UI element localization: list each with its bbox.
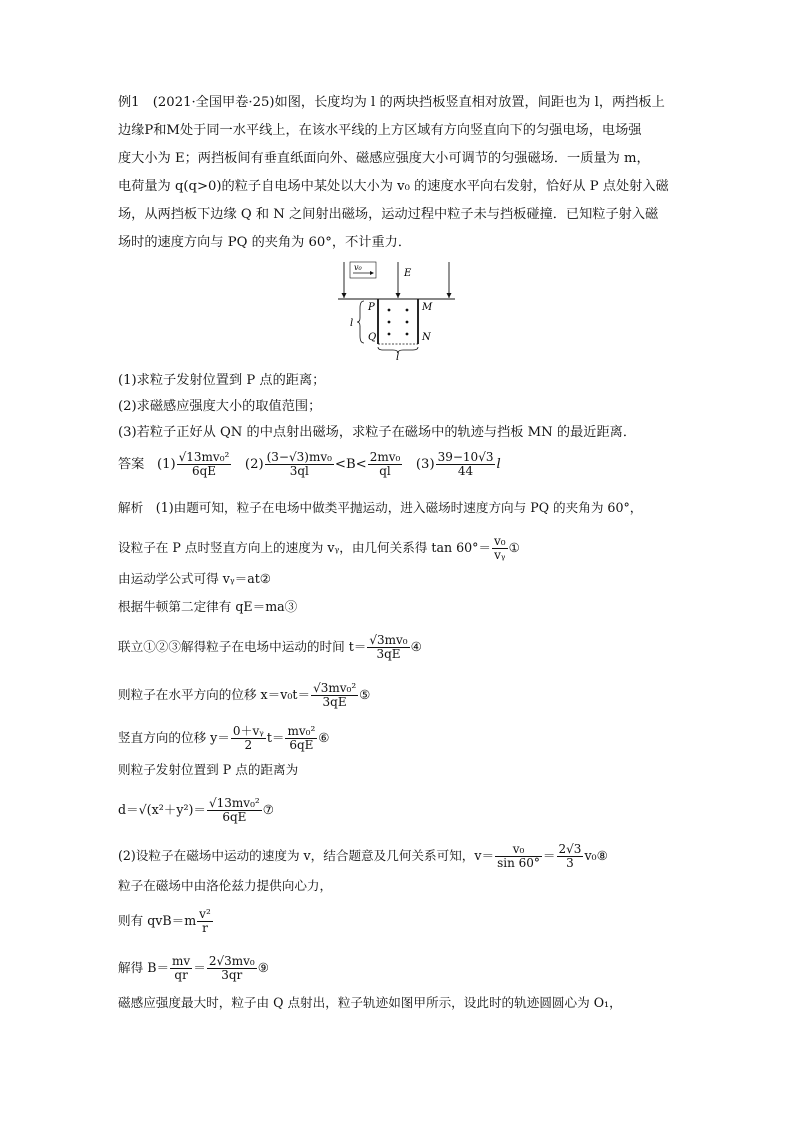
solution-fraction bbox=[207, 955, 257, 982]
equation-mark: ④ bbox=[410, 639, 422, 654]
answer-line bbox=[118, 451, 501, 478]
solution-text: 则有 qvB＝m bbox=[118, 913, 197, 928]
answer-3-fraction bbox=[436, 451, 496, 478]
solution-text: d＝√(x²＋y²)＝ bbox=[118, 802, 207, 817]
answer-3-numerator: 39−10√3 bbox=[437, 450, 494, 464]
fraction-numerator: v₀ bbox=[494, 534, 506, 548]
equation-mark: ⑤ bbox=[359, 687, 371, 702]
solution-text: t＝ bbox=[266, 730, 285, 745]
solution-text: ＝ bbox=[193, 960, 206, 975]
solution-fraction bbox=[495, 843, 542, 870]
solution-line bbox=[118, 908, 214, 935]
solution-text: 则粒子在水平方向的位移 x＝v₀t＝ bbox=[118, 687, 311, 702]
solution-line bbox=[118, 843, 608, 870]
solution-line bbox=[118, 725, 330, 752]
point-p-label: P bbox=[368, 302, 375, 313]
e-field-label: E bbox=[404, 268, 412, 279]
length-bottom-label: l bbox=[396, 352, 400, 360]
answer-2-right-denominator: ql bbox=[379, 464, 391, 478]
question-2: (2)求磁感应强度大小的取值范围； bbox=[118, 399, 322, 414]
solution-line: 根据牛顿第二定律有 qE＝ma③ bbox=[118, 599, 298, 614]
fraction-denominator: r bbox=[202, 921, 208, 935]
fraction-numerator: 2√3mv₀ bbox=[208, 954, 255, 968]
answer-3-prefix: (3) bbox=[415, 457, 435, 472]
fraction-denominator: 6qE bbox=[222, 810, 247, 824]
answer-label: 答案 bbox=[118, 457, 145, 472]
length-side-label: l bbox=[350, 318, 354, 329]
answer-2-left-numerator: (3−√3)mv₀ bbox=[266, 450, 332, 464]
fraction-denominator: sin 60° bbox=[497, 856, 540, 870]
solution-fraction bbox=[231, 725, 266, 752]
fraction-numerator: v² bbox=[199, 907, 211, 921]
solution-fraction bbox=[367, 634, 409, 661]
solution-fraction bbox=[170, 955, 192, 982]
equation-mark: ① bbox=[508, 540, 520, 555]
answer-2-left-fraction bbox=[265, 451, 334, 478]
solution-line bbox=[118, 682, 370, 709]
answer-2-right-fraction bbox=[368, 451, 403, 478]
fraction-denominator: 6qE bbox=[289, 738, 314, 752]
solution-text: ＝ bbox=[542, 848, 556, 863]
solution-line: 粒子在磁场中由洛伦兹力提供向心力， bbox=[118, 878, 333, 893]
solution-fraction bbox=[285, 725, 317, 752]
solution-fraction bbox=[311, 682, 358, 709]
answer-1-fraction bbox=[177, 451, 232, 478]
answer-2-right-numerator: 2mv₀ bbox=[369, 450, 401, 464]
fraction-denominator: 2 bbox=[244, 738, 253, 752]
equation-mark: ⑨ bbox=[257, 960, 269, 975]
fraction-numerator: 0＋vᵧ bbox=[232, 724, 264, 738]
v0-label: v₀ bbox=[354, 263, 362, 272]
fraction-numerator: √13mv₀² bbox=[209, 796, 260, 810]
problem-line: 场，从两挡板下边缘 Q 和 N 之间射出磁场，运动过程中粒子未与挡板碰撞．已知粒子射入磁 bbox=[118, 207, 659, 222]
solution-text: 设粒子在 P 点时竖直方向上的速度为 vᵧ，由几何关系得 tan 60°＝ bbox=[118, 540, 492, 555]
solution-fraction bbox=[557, 843, 584, 870]
fraction-numerator: √3mv₀² bbox=[313, 681, 357, 695]
answer-3-suffix: l bbox=[496, 457, 501, 472]
solution-text: v₀⑧ bbox=[584, 848, 608, 863]
fraction-numerator: 2√3 bbox=[558, 842, 582, 856]
solution-text: 解得 B＝ bbox=[118, 960, 170, 975]
fraction-denominator: qr bbox=[174, 968, 188, 982]
fraction-numerator: √3mv₀ bbox=[369, 633, 408, 647]
solution-line: 磁感应强度最大时，粒子由 Q 点射出，粒子轨迹如图甲所示，设此时的轨迹圆圆心为 O₁， bbox=[118, 995, 622, 1010]
solution-text: (2)设粒子在磁场中运动的速度为 v，结合题意及几何关系可知，v＝ bbox=[118, 848, 495, 863]
equation-mark: ⑥ bbox=[318, 730, 330, 745]
solution-text: 联立①②③解得粒子在电场中运动的时间 t＝ bbox=[118, 639, 367, 654]
solution-line: 则粒子发射位置到 P 点的距离为 bbox=[118, 762, 299, 777]
answer-2-inequality: <B< bbox=[334, 457, 367, 472]
solution-fraction bbox=[207, 797, 262, 824]
point-q-label: Q bbox=[368, 332, 377, 343]
problem-line: 例1 (2021·全国甲卷·25)如图，长度均为 l 的两块挡板竖直相对放置，间距也为 l，两挡板上 bbox=[118, 95, 665, 110]
answer-1-numerator: √13mv₀² bbox=[178, 450, 230, 464]
problem-line: 度大小为 E；两挡板间有垂直纸面向外、磁感应强度大小可调节的匀强磁场．一质量为 m， bbox=[118, 151, 650, 166]
fraction-denominator: 3qE bbox=[322, 695, 347, 709]
fraction-denominator: 3qr bbox=[221, 968, 243, 982]
solution-fraction bbox=[197, 908, 213, 935]
fraction-numerator: v₀ bbox=[495, 843, 542, 857]
fraction-numerator: mv bbox=[172, 954, 191, 968]
problem-figure bbox=[330, 258, 470, 360]
answer-2-prefix: (2) bbox=[244, 457, 264, 472]
solution-line: 由运动学公式可得 vᵧ＝at② bbox=[118, 571, 272, 586]
solution-line bbox=[118, 797, 274, 824]
answer-1-denominator: 6qE bbox=[191, 464, 217, 478]
point-m-label: M bbox=[422, 302, 433, 313]
problem-line: 电荷量为 q(q>0)的粒子自电场中某处以大小为 v₀ 的速度水平向右发射，恰好从 P 点处射入磁 bbox=[118, 179, 669, 194]
fraction-numerator: mv₀² bbox=[287, 724, 316, 738]
solution-line: 解析 (1)由题可知，粒子在电场中做类平抛运动，进入磁场时速度方向与 PQ 的夹角为 60°， bbox=[118, 500, 643, 515]
fraction-denominator: vᵧ bbox=[494, 548, 506, 562]
solution-line bbox=[118, 535, 520, 562]
question-1: (1)求粒子发射位置到 P 点的距离； bbox=[118, 373, 326, 388]
equation-mark: ⑦ bbox=[262, 802, 275, 817]
problem-line: 场时的速度方向与 PQ 的夹角为 60°，不计重力． bbox=[118, 235, 412, 250]
solution-text: 竖直方向的位移 y＝ bbox=[118, 730, 230, 745]
problem-line: 边缘P和M处于同一水平线上，在该水平线的上方区域有方向竖直向下的匀强电场，电场强 bbox=[118, 123, 642, 138]
fraction-denominator: 3 bbox=[566, 856, 574, 870]
solution-fraction bbox=[492, 535, 508, 562]
answer-3-denominator: 44 bbox=[457, 464, 474, 478]
fraction-denominator: 3qE bbox=[376, 647, 401, 661]
point-n-label: N bbox=[422, 332, 431, 343]
answer-1-prefix: (1) bbox=[156, 457, 176, 472]
solution-line bbox=[118, 634, 422, 661]
solution-line bbox=[118, 955, 269, 982]
answer-2-left-denominator: 3ql bbox=[289, 464, 309, 478]
question-3: (3)若粒子正好从 QN 的中点射出磁场，求粒子在磁场中的轨迹与挡板 MN 的最近距离． bbox=[118, 425, 637, 440]
